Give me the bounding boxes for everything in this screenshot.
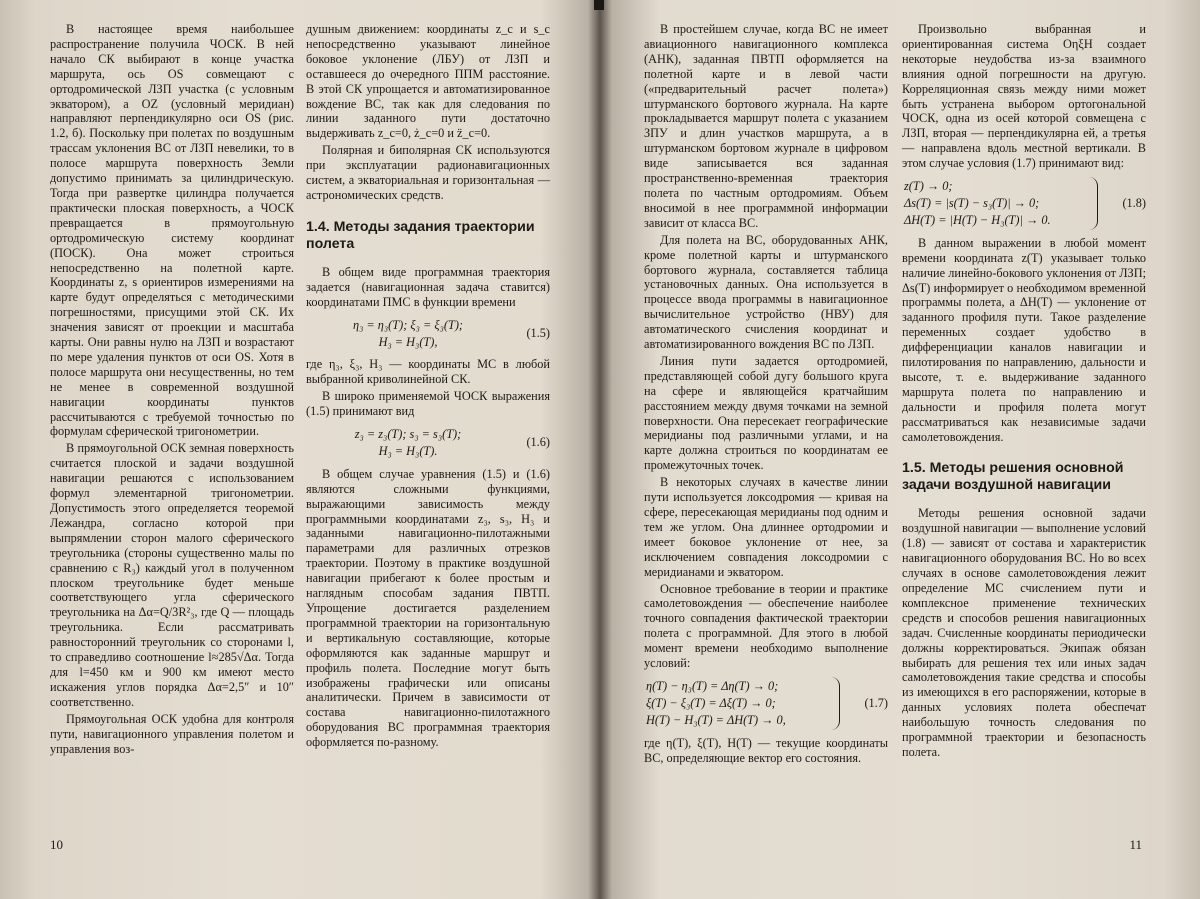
paragraph: В прямоугольной ОСК земная поверхность считается плоской и задачи воздушной навигации решаются с использованием формул элементарной тригонометрии. Допустимость этого определяется теоремой Лежандра, согласно которой при выпрямлении сторон малого сферического треугольника (стороны существенно малы по сравнению с R₃) каждый угол в полученном плоском треугольнике будет меньше соответствующего угла сферического треугольника на Δα=Q/3R²₃, где Q — площадь треугольника. Если рассматривать равносторонний треугольник со сторонами l, то справедливо соотношение l≈285√Δα. Тогда для l=450 км и 900 км имеют место искажения углов порядка Δα=2,5″ и 10″ соответственно. xyxy=(50,441,294,709)
formula-line: H₃ = H₃(T), xyxy=(378,334,438,349)
paragraph: Для полета на ВС, оборудованных АНК, кроме полетной карты и штурманского бортового журнала, составляется таблица установочных данных. Она используется в процессе ввода программы в навигационное вычислительное устройство (НВУ) для автоматического счисления координат и автоматизированного вождения ВС по ЛЗП. xyxy=(644,232,888,352)
formula-line: H₃ = H₃(T). xyxy=(378,443,438,458)
formula-1-5 xyxy=(306,316,550,352)
paragraph: где η(T), ξ(T), H(T) — текущие координаты ВС, определяющие вектор его состояния. xyxy=(644,735,888,765)
formula-1-8 xyxy=(902,177,1146,230)
paragraph: В простейшем случае, когда ВС не имеет авиационного навигационного комплекса (АНК), заданная ПВТП оформляется на полетной карте и в левой части («предварительный расчет полета») штурманского бортового журнала. На карте прокладывается маршрут полета с указанием ЗПУ и длин участков маршрута, а в штурманском бортовом журнале в цифровом виде записывается вся заданная пространственно-временная траектория полета по частным ортодромиям. Объем вносимой в нее программной информации зависит от класса ВС. xyxy=(644,22,888,230)
formula-1-6 xyxy=(306,425,550,461)
formula-line: Δs(T) = |s(T) − s₃(T)| → 0; xyxy=(904,195,1040,210)
paragraph: душным движением: координаты z_c и s_c непосредственно указывают линейное боковое уклонение (ЛБУ) от ЛЗП и оставшееся до очередного ППМ расстояние. В этой СК упрощается и автоматизированное вождение ВС, так как для следования по линии заданного пути достаточно выдерживать z_c=0, ż_c=0 и z̈_c=0. xyxy=(306,22,550,141)
paragraph: Линия пути задается ортодромией, представляющей собой дугу большого круга на сфере и являющейся кратчайшим расстоянием между двумя точками на земной поверхности. Она пересекает географические меридианы под различными углами, и на карте должна строиться по координатам ее промежуточных точек. xyxy=(644,353,888,473)
paragraph: Методы решения основной задачи воздушной навигации — выполнение условий (1.8) — зависят от состава и характеристик навигационного оборудования ВС. Но во всех случаях в основе самолетовождения лежит определение МС счислением пути и комплексное применение технических средств и способов решения навигационных задач. Счисленные координаты периодически должны корректироваться. Экипаж обязан выбирать для решения тех или иных задач самолетовождения такие средства и способы из имеющихся в его распоряжении, которые в данных условиях полета обеспечат наибольшую точность следования по программной траектории и безопасность полета. xyxy=(902,506,1146,759)
left-page-column-2 xyxy=(306,22,550,752)
paragraph: В общем виде программная траектория задается (навигационная задача ставится) координатами ПМС в функции времени xyxy=(306,264,550,309)
formula-1-7 xyxy=(644,677,888,730)
formula-line: z₃ = z₃(T); s₃ = s₃(T); xyxy=(354,427,462,442)
formula-number: (1.7) xyxy=(864,695,888,710)
right-page xyxy=(604,0,1200,899)
paragraph: Основное требование в теории и практике самолетовождения — обеспечение наиболее точного совпадения фактической траектории полета с программной. Для этого в любой момент времени необходимо выполнение условий: xyxy=(644,581,888,671)
paragraph: В некоторых случаях в качестве линии пути используется локсодромия — кривая на сфере, пересекающая меридианы под одним и тем же углом. Она длиннее ортодромии и имеет боковое уклонение от нее, за исключением совпадения локсодромии с меридианами и экватором. xyxy=(644,475,888,579)
paragraph: В общем случае уравнения (1.5) и (1.6) являются сложными функциями, выражающими зависимость между программными координатами z₃, s₃, H₃ и заданными навигационно-пилотажными параметрами для различных отрезков траектории. Поэтому в практике воздушной навигации прибегают к более простым и наглядным способам задания ПВТП. Упрощение достигается разделением программной траектории на горизонтальную и вертикальную составляющие, которые оформляются как заданные маршрут и профиль полета. Последние могут быть изображены графически или описаны аналитически. Причем в зависимости от состава навигационно-пилотажного оборудования ВС программная траектория оформляется по-разному. xyxy=(306,466,550,750)
right-page-column-2 xyxy=(902,22,1146,762)
formula-line: ΔH(T) = |H(T) − H₃(T)| → 0. xyxy=(904,212,1051,227)
formula-line: η(T) − η₃(T) = Δη(T) → 0; xyxy=(646,678,779,693)
right-page-column-1 xyxy=(644,22,888,768)
formula-line: ξ(T) − ξ₃(T) = Δξ(T) → 0; xyxy=(646,695,776,710)
section-heading-1-5: 1.5. Методы решения основной задачи воздушной навигации xyxy=(902,460,1124,494)
paragraph: В данном выражении в любой момент времени координата z(T) указывает только наличие линейно-бокового уклонения от ЛЗП; Δs(T) информирует о необходимом временной программы полета, а ΔH(T) — уклонение от заданного профиля пути. Такое разделение переменных создает удобство в дифференциации каналов навигации и пилотирования по направлению, дальности и высоте, т. е. выдерживание заданного маршрута полета по направлению и дальности и профиля полета могут рассматриваться как независимые задачи самолетовождения. xyxy=(902,235,1146,444)
formula-line: H(T) − H₃(T) = ΔH(T) → 0, xyxy=(646,712,786,727)
formula-number: (1.8) xyxy=(1122,195,1146,210)
paragraph: В широко применяемой ЧОСК выражения (1.5) принимают вид xyxy=(306,389,550,419)
paragraph: где η₃, ξ₃, H₃ — координаты МС в любой выбранной криволинейной СК. xyxy=(306,357,550,387)
paragraph: Прямоугольная ОСК удобна для контроля пути, навигационного управления полетом и управления воз- xyxy=(50,711,294,756)
paragraph: Произвольно выбранная и ориентированная система OηξH создает некоторые неудобства из-за взаимного влияния одной погрешности на другую. Корреляционная связь между ними может быть устранена выбором ортогональной ЧОСК, одна из осей которой совмещена с ЛЗП, вторая — перпендикулярна ей, а третья — направлена вдоль местной вертикали. В этом случае условия (1.7) принимают вид: xyxy=(902,22,1146,171)
left-page xyxy=(0,0,596,899)
formula-line: z(T) → 0; xyxy=(904,179,953,194)
formula-number: (1.6) xyxy=(526,435,550,450)
paragraph: В настоящее время наибольшее распространение получила ЧОСК. В ней начало СК выбирают в конце участка маршрута, ось OS совмещают с ортодромической ЛЗП участка (с условным экватором), а OZ (условный меридиан) направляют перпендикулярно оси OS (рис. 1.2, б). Поскольку при полетах по воздушным трассам уклонения ВС от ЛЗП невелики, то в полосе маршрута поверхность Земли допустимо принимать за цилиндрическую. Тогда при развертке цилиндра получается практически плоская поверхность, а ЧОСК превращается в прямоугольную ортодромическую систему координат (ПОСК). Она может строиться непосредственно на полетной карте. Координаты z, s ориентиров измерениями на карте будут определяться с методическими погрешностями, присущими этой СК. Их значения зависят от проекции и масштаба карты. Они равны нулю на ЛЗП и возрастают по мере удаления пунктов от оси OS. Хотя в полосе маршрута они несущественны, но тем не менее в современной воздушной навигации координаты пунктов рассчитываются с требуемой точностью по формулам сферической тригонометрии. xyxy=(50,22,294,439)
page-number-left: 10 xyxy=(50,837,63,852)
paragraph: Полярная и биполярная СК используются при эксплуатации радионавигационных систем, а экваториальная и горизонтальная — астрономических средств. xyxy=(306,143,550,202)
page-number-right: 11 xyxy=(1129,837,1142,852)
left-page-column-1 xyxy=(50,22,294,758)
formula-line: η₃ = η₃(T); ξ₃ = ξ₃(T); xyxy=(352,317,464,332)
formula-number: (1.5) xyxy=(526,326,550,341)
section-heading-1-4: 1.4. Методы задания траектории полета xyxy=(306,218,535,252)
